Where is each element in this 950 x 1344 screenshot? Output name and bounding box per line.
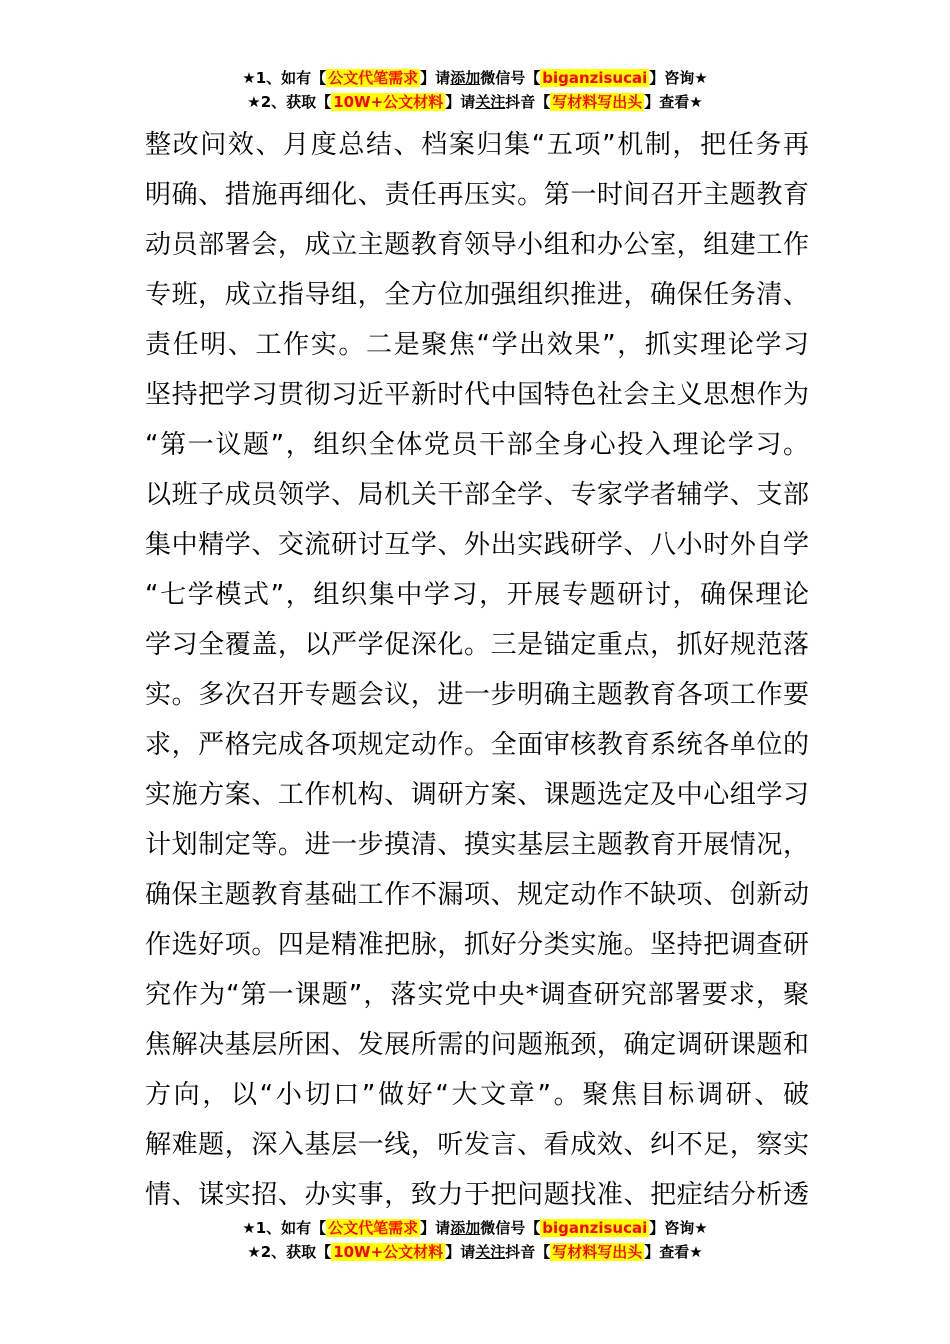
body-line: 焦解决基层所困、发展所需的问题瓶颈，确定调研课题和 [145,1030,809,1060]
highlight-materials: 10W+公文材料 [333,93,444,111]
banner-text: 】请 [420,69,451,87]
banner-text: 】咨询★ [649,1219,708,1237]
banner-text: 】查看★ [644,93,703,111]
banner-text: 】查看★ [644,1243,703,1261]
body-line: 求，严格完成各项规定动作。全面审核教育系统各单位的 [145,730,809,760]
body-line: 作选好项。四是精准把脉，抓好分类实施。坚持把调查研 [145,930,809,960]
header-banner [0,66,950,114]
banner-text: 抖音【 [505,93,551,111]
banner-line-1 [0,66,950,90]
banner-text: ★2、获取【 [247,93,332,111]
banner-line-2 [0,90,950,114]
body-line: “第一议题”，组织全体党员干部全身心投入理论学习。 [145,430,809,460]
banner-text: ★1、如有【 [242,1219,327,1237]
banner-text: ★1、如有【 [242,69,327,87]
body-line: 以班子成员领学、局机关干部全学、专家学者辅学、支部 [145,480,809,510]
banner-line-2 [0,1240,950,1264]
banner-text: 微信号【 [480,1219,541,1237]
banner-text: 】咨询★ [649,69,708,87]
body-line: 方向，以“小切口”做好“大文章”。聚焦目标调研、破 [145,1080,809,1110]
banner-text: 抖音【 [505,1243,551,1261]
body-line: 专班，成立指导组，全方位加强组织推进，确保任务清、 [145,280,809,310]
banner-text: ★2、获取【 [247,1243,332,1261]
body-line: 整改问效、月度总结、档案归集“五项”机制，把任务再 [145,130,809,160]
body-line: 情、谋实招、办实事，致力于把问题找准、把症结分析透 [145,1180,809,1210]
highlight-wechat-id: biganzisucai [542,69,648,87]
body-line: “七学模式”，组织集中学习，开展专题研讨，确保理论 [145,580,809,610]
highlight-wechat-id: biganzisucai [542,1219,648,1237]
highlight-douyin: 写材料写出头 [552,93,643,111]
body-line: 究作为“第一课题”，落实党中央*调查研究部署要求，聚 [145,980,809,1010]
banner-text-add: 添加 [450,1219,481,1237]
body-line: 明确、措施再细化、责任再压实。第一时间召开主题教育 [145,180,809,210]
body-line: 实施方案、工作机构、调研方案、课题选定及中心组学习 [145,780,809,810]
body-line: 坚持把学习贯彻习近平新时代中国特色社会主义思想作为 [145,380,809,410]
highlight-ghostwriting: 公文代笔需求 [328,1219,419,1237]
body-line: 解难题，深入基层一线，听发言、看成效、纠不足，察实 [145,1130,809,1160]
body-line: 学习全覆盖，以严学促深化。三是锚定重点，抓好规范落 [145,630,809,660]
highlight-douyin: 写材料写出头 [552,1243,643,1261]
highlight-materials: 10W+公文材料 [333,1243,444,1261]
banner-line-1 [0,1216,950,1240]
banner-text: 微信号【 [480,69,541,87]
body-line: 责任明、工作实。二是聚焦“学出效果”，抓实理论学习 [145,330,809,360]
document-body [145,120,809,1220]
banner-text-follow: 关注 [475,93,506,111]
banner-text-add: 添加 [450,69,481,87]
footer-banner [0,1216,950,1264]
body-line: 集中精学、交流研讨互学、外出实践研学、八小时外自学 [145,530,809,560]
banner-text-follow: 关注 [475,1243,506,1261]
highlight-ghostwriting: 公文代笔需求 [328,69,419,87]
body-line: 计划制定等。进一步摸清、摸实基层主题教育开展情况， [145,830,809,860]
banner-text: 】请 [445,1243,476,1261]
banner-text: 】请 [445,93,476,111]
body-line: 实。多次召开专题会议，进一步明确主题教育各项工作要 [145,680,809,710]
body-line: 确保主题教育基础工作不漏项、规定动作不缺项、创新动 [145,880,809,910]
body-line: 动员部署会，成立主题教育领导小组和办公室，组建工作 [145,230,809,260]
banner-text: 】请 [420,1219,451,1237]
